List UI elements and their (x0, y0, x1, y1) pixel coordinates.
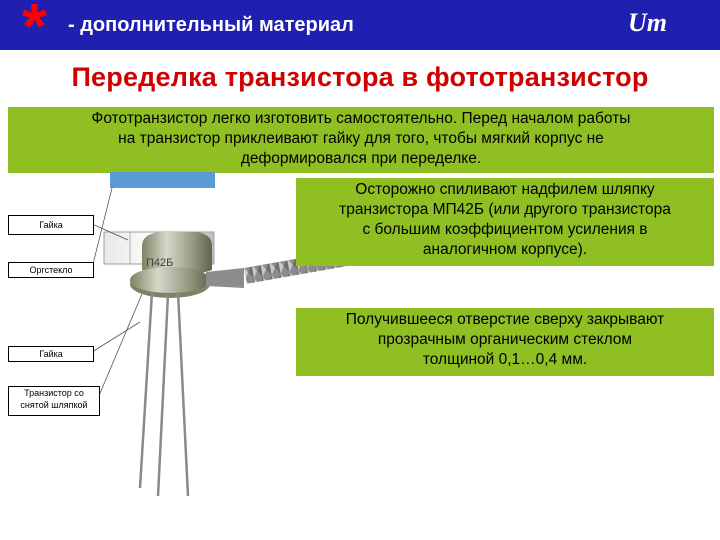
plexiglass-sheet (110, 172, 215, 188)
step1-line: с большим коэффициентом усиления в (362, 221, 648, 238)
page-title: Переделка транзистора в фототранзистор (71, 62, 649, 92)
transistor-lead (178, 292, 188, 496)
step1-text-box (296, 178, 714, 266)
label-nut-top: Гайка (8, 215, 94, 235)
transistor-lead (140, 292, 152, 488)
intro-line: деформировался при переделке. (240, 150, 482, 167)
header-subtitle: - дополнительный материал (68, 14, 354, 36)
pointer-line (92, 322, 140, 352)
label-transistor-line: Транзистор со (24, 388, 84, 398)
step1-line: аналогичном корпусе). (422, 241, 588, 258)
transistor-marking: П42Б (146, 257, 174, 269)
pointer-line (98, 294, 142, 398)
label-nut-bottom: Гайка (8, 346, 94, 362)
label-transistor-line: снятой шляпкой (20, 400, 88, 410)
step2-line: прозрачным органическим стеклом (377, 331, 633, 348)
label-transistor (8, 386, 100, 416)
intro-line: на транзистор приклеивают гайку для того, чтобы мягкий корпус не (118, 130, 604, 147)
step2-line: Получившееся отверстие сверху закрывают (345, 311, 665, 328)
step1-line: транзистора МП42Б (или другого транзистора (339, 201, 671, 218)
step2-line: толщиной 0,1…0,4 мм. (422, 351, 588, 368)
logo: Um (628, 8, 667, 37)
step1-line: Осторожно спиливают надфилем шляпку (355, 181, 655, 198)
intro-line: Фототранзистор легко изготовить самостоятельно. Перед началом работы (91, 110, 631, 127)
label-plexiglass: Оргстекло (8, 262, 94, 278)
transistor-lead (158, 294, 168, 496)
asterisk-icon: * (22, 0, 47, 62)
step2-text-box (296, 308, 714, 376)
file-tip (206, 268, 244, 288)
